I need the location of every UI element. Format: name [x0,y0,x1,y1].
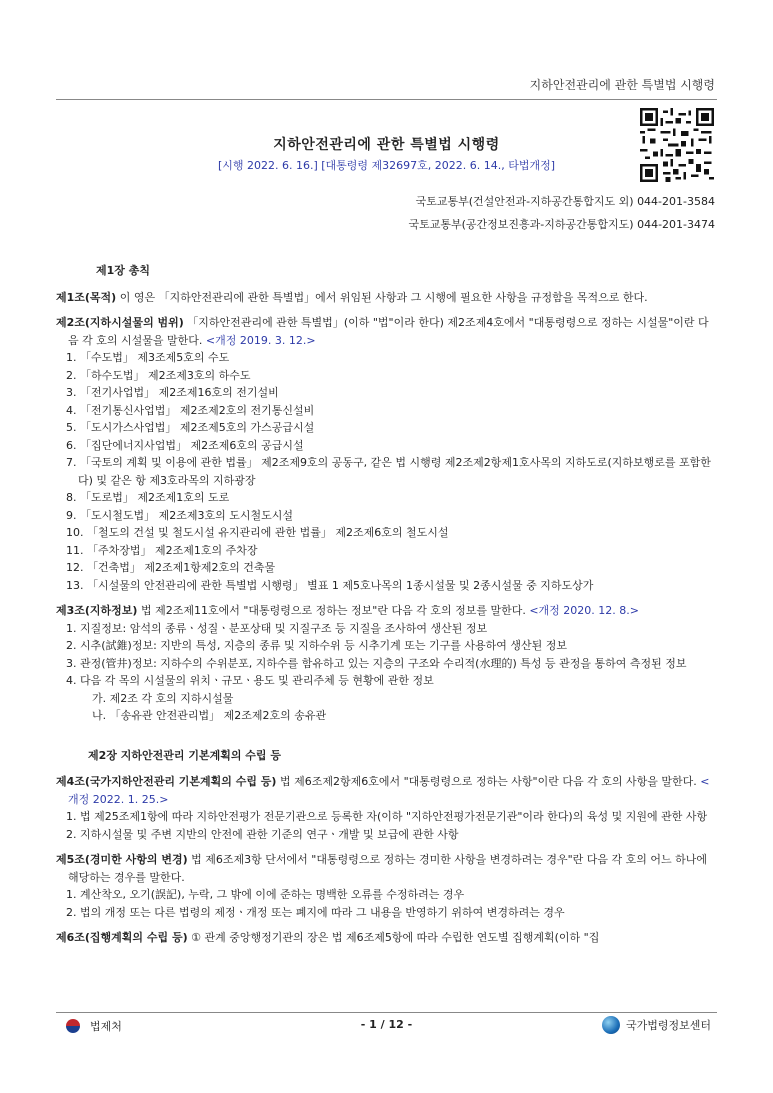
article-text: 법 제2조제11호에서 "대통령령으로 정하는 정보"란 다음 각 호의 정보를 말한다. [137,604,530,617]
article-3 [56,602,718,725]
footer-publisher-label: 법제처 [90,1020,122,1033]
document-enforcement-info: [시행 2022. 6. 16.] [대통령령 제32697호, 2022. 6. 14., 타법개정] [217,159,556,172]
article-title: 제1조(목적) [56,290,117,304]
list-item: 2. 법의 개정 또는 다른 법령의 제정ㆍ개정 또는 폐지에 따라 그 내용을 반영하기 위하여 변경하려는 경우 [66,905,565,919]
list-item: 10. 「철도의 건설 및 철도시설 유지관리에 관한 법률」 제2조제6호의 철도시설 [66,526,449,539]
article-title: 제5조(경미한 사항의 변경) [56,853,188,866]
amendment-note: <개정 2020. 12. 8.> [529,604,639,617]
article-title: 제3조(지하정보) [56,604,138,617]
footer-source-label: 국가법령정보센터 [625,1019,711,1032]
list-item: 8. 「도로법」 제2조제1호의 도로 [66,491,230,504]
page-number: - 1 / 12 - [360,1018,413,1031]
article-text: 법 제6조제3항 단서에서 "대통령령으로 정하는 경미한 사항을 변경하려는 경우"란 다음 각 호의 어느 하나에 해당하는 경우를 말한다. [68,853,707,884]
document-body [56,262,718,955]
globe-icon [602,1016,620,1034]
list-item: 1. 계산착오, 오기(誤記), 누락, 그 밖에 이에 준하는 명백한 오류를 수정하려는 경우 [66,888,465,901]
list-item: 9. 「도시철도법」 제2조제3호의 도시철도시설 [66,508,293,522]
article-title: 제6조(집행계획의 수립 등) [56,931,188,944]
article-text: ① 관계 중앙행정기관의 장은 법 제6조제5항에 따라 수립한 연도별 집행계획(이하 "집 [187,931,600,944]
ministry-contact-2: 국토교통부(공간정보진흥과-지하공간통합지도) 044-201-3474 [408,218,715,231]
article-title: 제4조(국가지하안전관리 기본계획의 수립 등) [56,775,277,788]
ministry-contact-1: 국토교통부(건설안전과-지하공간통합지도 외) 044-201-3584 [415,195,715,208]
article-text: 「지하안전관리에 관한 특별법」(이하 "법"이라 한다) 제2조제4호에서 "대통령령으로 정하는 시설물"이란 다음 각 호의 시설물을 말한다. [68,316,709,347]
chapter-heading: 제2장 지하안전관리 기본계획의 수립 등 [88,748,281,762]
article-1 [56,289,718,307]
list-item: 1. 지질정보: 암석의 종류ㆍ성질ㆍ분포상태 및 지질구조 등 지질을 조사하여 생산된 정보 [66,621,488,635]
footer-source [602,1016,711,1034]
list-item: 1. 「수도법」 제3조제5호의 수도 [66,351,230,364]
sub-list-item: 가. 제2조 각 호의 지하시설물 [92,691,234,705]
list-item: 4. 다음 각 목의 시설물의 위치ㆍ규모ㆍ용도 및 관리주체 등 현황에 관한 정보 [66,674,434,687]
document-title: 지하안전관리에 관한 특별법 시행령 [273,137,500,153]
list-item: 3. 관정(管井)정보: 지하수의 수위분포, 지하수를 함유하고 있는 지층의 구조와 수리적(水理的) 특성 등 관정을 통하여 측정된 정보 [66,656,687,670]
sub-list-item: 나. 「송유관 안전관리법」 제2조제2호의 송유관 [92,709,327,722]
list-item: 1. 법 제25조제1항에 따라 지하안전평가 전문기관으로 등록한 자(이하 "지하안전평가전문기관"이라 한다)의 육성 및 지원에 관한 사항 [66,810,708,823]
article-text: 이 영은 「지하안전관리에 관한 특별법」에서 위임된 사항과 그 시행에 필요한 사항을 규정함을 목적으로 한다. [116,290,648,304]
list-item: 4. 「전기통신사업법」 제2조제2호의 전기통신설비 [66,403,315,417]
running-header: 지하안전관리에 관한 특별법 시행령 [529,78,715,92]
list-item: 2. 지하시설물 및 주변 지반의 안전에 관한 기준의 연구ㆍ개발 및 보급에 관한 사항 [66,827,459,841]
list-item: 2. 시추(試錐)정보: 지반의 특성, 지층의 종류 및 지하수위 등 시추기계 또는 기구를 사용하여 생산된 정보 [66,639,568,652]
list-item: 6. 「집단에너지사업법」 제2조제6호의 공급시설 [66,438,304,452]
list-item: 13. 「시설물의 안전관리에 관한 특별법 시행령」 별표 1 제5호나목의 1종시설물 및 2종시설물 중 지하도상가 [66,578,594,592]
amendment-note: <개정 2022. 1. 25.> [68,775,710,806]
article-5 [56,851,718,921]
list-item: 12. 「건축법」 제2조제1항제2호의 건축물 [66,561,276,574]
header-divider [56,99,717,100]
article-6 [56,929,718,947]
list-item: 5. 「도시가스사업법」 제2조제5호의 가스공급시설 [66,421,315,434]
article-2 [56,314,718,594]
footer-divider [56,1012,717,1013]
amendment-note: <개정 2019. 3. 12.> [205,333,316,347]
article-title: 제2조(지하시설물의 범위) [56,316,184,329]
list-item: 2. 「하수도법」 제2조제3호의 하수도 [66,368,251,382]
article-text: 법 제6조제2항제6호에서 "대통령령으로 정하는 사항"이란 다음 각 호의 사항을 말한다. [276,775,701,788]
chapter-heading: 제1장 총칙 [96,264,150,277]
list-item: 7. 「국토의 계획 및 이용에 관한 법률」 제2조제9호의 공동구, 같은 법 시행령 제2조제2항제1호사목의 지하도로(지하보행로를 포함한다) 및 같은 항 제3호라목의 지하광장 [66,456,711,487]
article-4 [56,773,718,843]
list-item: 11. 「주차장법」 제2조제1호의 주차장 [66,543,258,557]
list-item: 3. 「전기사업법」 제2조제16호의 전기설비 [66,386,279,399]
